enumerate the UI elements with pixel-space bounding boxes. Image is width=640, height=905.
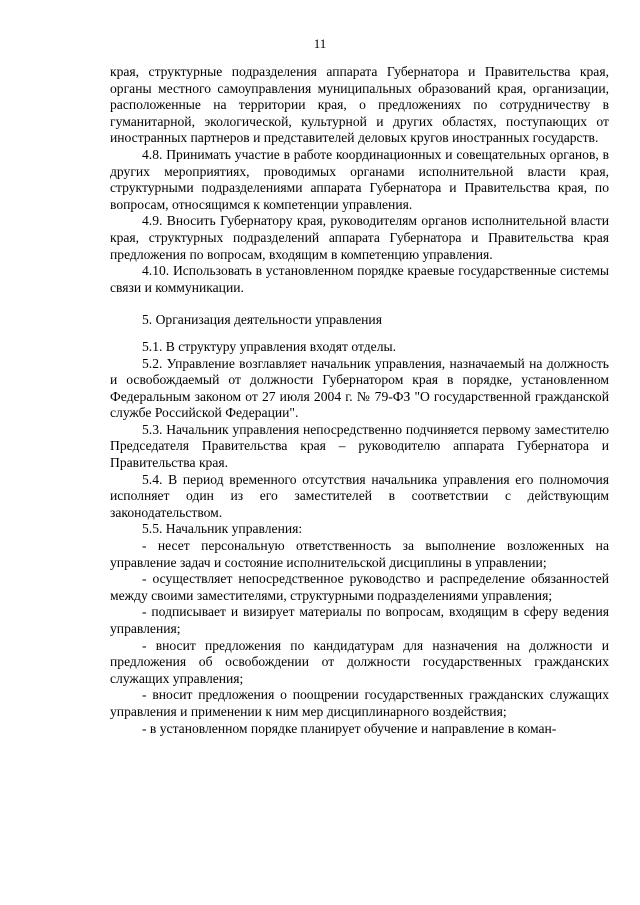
paragraph-5-4: 5.4. В период временного отсутствия начальника управления его полномочия исполняет один из его заместителей в соответствии с действующим законодательством. — [110, 471, 609, 520]
page-number: 11 — [313, 36, 327, 51]
paragraph-4-7-continuation: края, структурные подразделения аппарата Губернатора и Правительства края, органы местного самоуправления муниципальных образований края, организации, расположенные на территории края, о предложениях по сотрудничеству в гуманитарной, экологической, культурной и других областях, поступающих от иностранных партнеров и представителей деловых кругов иностранных государств. — [110, 64, 609, 146]
list-item-training: - в установленном порядке планирует обучение и направление в коман- — [142, 720, 557, 736]
list-item-responsibility: - несет персональную ответственность за выполнение возложенных на управление задач и состояние исполнительской дисциплины в управлении; — [110, 538, 609, 570]
list-item-incentives: - вносит предложения о поощрении государственных гражданских служащих управления и применении к ним мер дисциплинарного воздействия; — [110, 687, 609, 719]
document-body — [110, 64, 609, 737]
paragraph-4-8: 4.8. Принимать участие в работе координационных и совещательных органов, в других мероприятиях, проводимых органами исполнительной власти края, структурными подразделениями аппарата Губернатора и Правительства края, по вопросам, относящимся к компетенции управления. — [110, 146, 609, 212]
paragraph-4-9: 4.9. Вносить Губернатору края, руководителям органов исполнительной власти края, структурных подразделений аппарата Губернатора и Правительства края предложения по вопросам, входящим в компетенцию управления. — [110, 213, 609, 262]
list-item-appointments: - вносит предложения по кандидатурам для назначения на должности и предложения об освобождении от должности государственных гражданских служащих управления; — [110, 637, 609, 686]
paragraph-5-5: 5.5. Начальник управления: — [142, 521, 303, 537]
list-item-management: - осуществляет непосредственное руководство и распределение обязанностей между своими заместителями, структурными подразделениями управления; — [110, 571, 609, 603]
paragraph-5-3: 5.3. Начальник управления непосредственно подчиняется первому заместителю Председателя Правительства края – руководителю аппарата Губернатора и Правительства края. — [110, 421, 609, 471]
paragraph-4-10: 4.10. Использовать в установленном порядке краевые государственные системы связи и коммуникации. — [110, 263, 609, 295]
paragraph-5-2: 5.2. Управление возглавляет начальник управления, назначаемый на должность и освобождаемый от должности Губернатором края в порядке, установленном Федеральным законом от 27 июля 2004 г. № 79-ФЗ "О государственной гражданской службе Российской Федерации". — [110, 355, 609, 421]
list-item-signing: - подписывает и визирует материалы по вопросам, входящим в сферу ведения управления; — [110, 604, 609, 636]
paragraph-5-1: 5.1. В структуру управления входят отделы. — [142, 338, 397, 354]
section-5-heading: 5. Организация деятельности управления — [142, 312, 382, 328]
